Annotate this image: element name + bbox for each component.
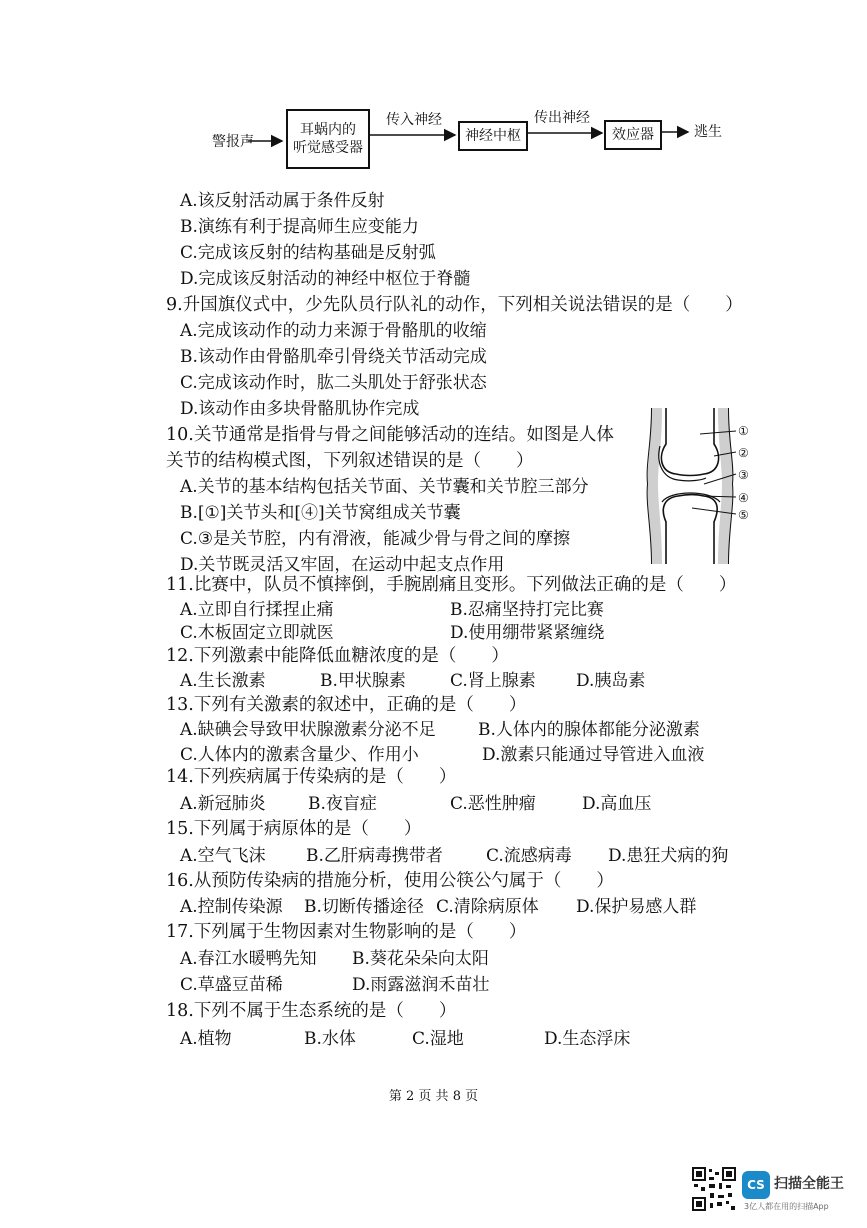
q13-option-b: B.人体内的腺体都能分泌激素 xyxy=(478,720,700,740)
q14-stem: 14.下列疾病属于传染病的是（ ） xyxy=(166,767,457,787)
flow-input: 警报声 xyxy=(212,134,254,150)
q9-option-b: B.该动作由骨骼肌牵引骨绕关节活动完成 xyxy=(180,347,487,367)
joint-label-4: ④ xyxy=(738,491,749,505)
q18-option-c: C.湿地 xyxy=(412,1029,464,1049)
q10-option-b: B.[①]关节头和[④]关节窝组成关节囊 xyxy=(180,503,461,523)
flow-receptor-line1: 耳蜗内的 xyxy=(300,122,356,138)
qr-code-icon xyxy=(692,1167,736,1211)
reflex-flow-diagram xyxy=(200,95,760,180)
q18-option-d: D.生态浮床 xyxy=(544,1029,631,1049)
q9-option-a: A.完成该动作的动力来源于骨骼肌的收缩 xyxy=(180,321,487,341)
q18-stem: 18.下列不属于生态系统的是（ ） xyxy=(166,1001,457,1021)
joint-label-5: ⑤ xyxy=(738,508,749,522)
q12-option-b: B.甲状腺素 xyxy=(320,671,406,691)
q11-option-a: A.立即自行揉捏止痛 xyxy=(180,600,334,620)
q18-option-a: A.植物 xyxy=(180,1029,232,1049)
q8-option-d: D.完成该反射活动的神经中枢位于脊髓 xyxy=(180,269,471,289)
flow-output: 逃生 xyxy=(694,124,722,140)
q11-stem: 11.比赛中，队员不慎摔倒，手腕剧痛且变形。下列做法正确的是（ ） xyxy=(166,575,737,595)
q13-option-a: A.缺碘会导致甲状腺激素分泌不足 xyxy=(180,720,436,740)
q14-option-b: B.夜盲症 xyxy=(308,794,377,814)
brand-name: 扫描全能王 xyxy=(774,1176,844,1192)
q17-option-d: D.雨露滋润禾苗壮 xyxy=(352,975,490,995)
q13-option-d: D.激素只能通过导管进入血液 xyxy=(482,745,705,765)
q14-option-c: C.恶性肿瘤 xyxy=(450,794,536,814)
scanner-watermark xyxy=(692,1167,852,1219)
q10-stem-line2: 关节的结构模式图，下列叙述错误的是（ ） xyxy=(166,451,534,471)
brand-tagline: 3亿人都在用的扫描App xyxy=(744,1202,829,1211)
q9-option-c: C.完成该动作时，肱二头肌处于舒张状态 xyxy=(180,373,487,393)
q15-option-c: C.流感病毒 xyxy=(486,846,572,866)
brand-badge: CS xyxy=(742,1171,770,1199)
q10-option-d: D.关节既灵活又牢固，在运动中起支点作用 xyxy=(180,555,505,575)
q8-option-c: C.完成该反射的结构基础是反射弧 xyxy=(180,243,436,263)
q10-option-c: C.③是关节腔，内有滑液，能减少骨与骨之间的摩擦 xyxy=(180,529,571,549)
flow-afferent: 传入神经 xyxy=(386,112,442,128)
q13-option-c: C.人体内的激素含量少、作用小 xyxy=(180,745,419,765)
q9-stem: 9.升国旗仪式中，少先队员行队礼的动作，下列相关说法错误的是（ ） xyxy=(166,295,743,315)
q10-option-a: A.关节的基本结构包括关节面、关节囊和关节腔三部分 xyxy=(180,477,589,497)
q17-stem: 17.下列属于生物因素对生物影响的是（ ） xyxy=(166,922,527,942)
q16-option-b: B.切断传播途径 xyxy=(304,897,424,917)
q15-option-d: D.患狂犬病的狗 xyxy=(608,846,729,866)
joint-label-2: ② xyxy=(738,446,749,460)
flow-center-box: 神经中枢 xyxy=(458,121,528,151)
flow-efferent: 传出神经 xyxy=(534,110,590,126)
q12-option-d: D.胰岛素 xyxy=(576,671,646,691)
q8-option-b: B.演练有利于提高师生应变能力 xyxy=(180,217,419,237)
q8-option-a: A.该反射活动属于条件反射 xyxy=(180,191,385,211)
q13-stem: 13.下列有关激素的叙述中，正确的是（ ） xyxy=(166,695,527,715)
q11-option-d: D.使用绷带紧紧缠绕 xyxy=(450,623,605,643)
q12-option-a: A.生长激素 xyxy=(180,671,266,691)
q10-stem-line1: 10.关节通常是指骨与骨之间能够活动的连结。如图是人体 xyxy=(166,425,614,445)
joint-label-3: ③ xyxy=(738,468,749,482)
q11-option-c: C.木板固定立即就医 xyxy=(180,623,334,643)
q17-option-b: B.葵花朵朵向太阳 xyxy=(352,949,489,969)
page-footer: 第 2 页 共 8 页 xyxy=(388,1089,479,1104)
joint-diagram xyxy=(640,404,765,566)
q15-option-b: B.乙肝病毒携带者 xyxy=(306,846,443,866)
flow-receptor-box xyxy=(286,109,370,169)
q14-option-a: A.新冠肺炎 xyxy=(180,794,266,814)
q16-option-c: C.清除病原体 xyxy=(436,897,539,917)
q16-option-a: A.控制传染源 xyxy=(180,897,283,917)
flow-receptor-line2: 听觉感受器 xyxy=(293,140,363,156)
q16-stem: 16.从预防传染病的措施分析，使用公筷公勺属于（ ） xyxy=(166,871,614,891)
q17-option-a: A.春江水暖鸭先知 xyxy=(180,949,317,969)
q18-option-b: B.水体 xyxy=(304,1029,356,1049)
q17-option-c: C.草盛豆苗稀 xyxy=(180,975,283,995)
q15-stem: 15.下列属于病原体的是（ ） xyxy=(166,819,422,839)
q9-option-d: D.该动作由多块骨骼肌协作完成 xyxy=(180,399,420,419)
q11-option-b: B.忍痛坚持打完比赛 xyxy=(450,600,604,620)
flow-effector-box: 效应器 xyxy=(604,120,662,150)
q16-option-d: D.保护易感人群 xyxy=(576,897,697,917)
q14-option-d: D.高血压 xyxy=(582,794,652,814)
q12-option-c: C.肾上腺素 xyxy=(450,671,536,691)
q15-option-a: A.空气飞沫 xyxy=(180,846,266,866)
joint-label-1: ① xyxy=(738,424,749,438)
q12-stem: 12.下列激素中能降低血糖浓度的是（ ） xyxy=(166,646,509,666)
